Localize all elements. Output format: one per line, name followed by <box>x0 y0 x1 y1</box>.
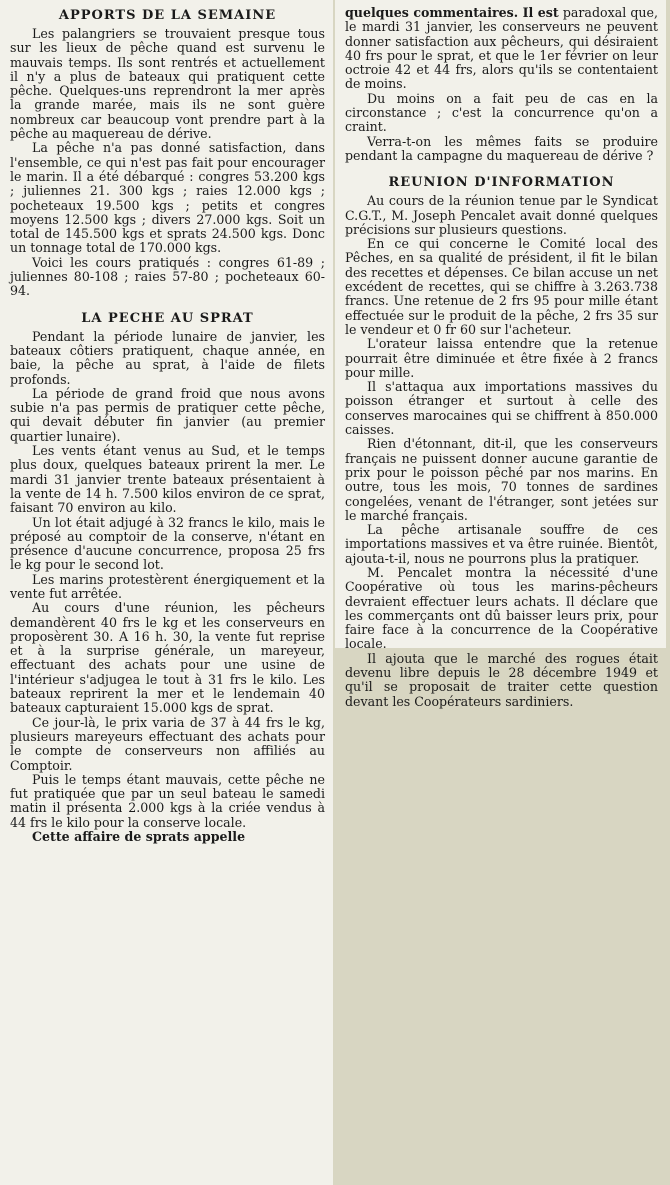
paragraph: Verra-t-on les mêmes faits se produire pendant la campagne du maquereau de dérive ? <box>345 133 658 163</box>
paragraph: Il s'attaqua aux importations massives du poisson étranger et surtout à celle des conserves marocaines qui se chiffrent à 850.000 caisses. <box>345 379 658 438</box>
right-column <box>335 0 666 709</box>
paragraph: La pêche n'a pas donné satisfaction, dans l'ensemble, ce qui n'est pas fait pour encourager le marin. Il a été débarqué : congres 53.200 kgs ; juliennes 21. 300 kgs ; raies 12.000 kgs ; pocheteaux 19.500 kgs ; petits et congres moyens 12.500 kgs ; divers 27.000 kgs. Soit un total de 145.500 kgs et sprats 24.500 kgs. Donc un tonnage total de 170.000 kgs. <box>10 140 325 256</box>
paragraph: La période de grand froid que nous avons subie n'a pas permis de pratiquer cette pêche, qui devait débuter fin janvier (au premier quartier lunaire). <box>10 385 325 444</box>
paragraph: Rien d'étonnant, dit-il, que les conserveurs français ne puissent donner aucune garantie de prix pour le poisson pêché par nos marins. En outre, tous les mois, 70 tonnes de sardines congelées, venant de l'étranger, sont jetées sur le marché français. <box>345 436 658 523</box>
bold-text: Cette affaire de sprats appelle <box>32 829 246 845</box>
paragraph: Pendant la période lunaire de janvier, les bateaux côtiers pratiquent, chaque année, en baie, la pêche au sprat, à l'aide de filets profonds. <box>10 328 325 387</box>
continuation-text: paradoxal que, le mardi 31 janvier, les conserveurs ne peuvent donner satisfaction aux pêcheurs, qui désiraient 40 frs pour le sprat, et que le 1er février on leur octroie 42 et 44 frs, alors qu'ils se contentaient de moins. <box>345 5 658 92</box>
paragraph-continuation <box>345 6 658 92</box>
paragraph: Les vents étant venus au Sud, et le temps plus doux, quelques bateaux prirent la mer. Le mardi 31 janvier trente bateaux présentaient à la vente de 14 h. 7.500 kilos environ de ce sprat, faisant 70 environ au kilo. <box>10 443 325 516</box>
heading-reunion: REUNION D'INFORMATION <box>388 175 615 191</box>
paragraph: Ce jour-là, le prix varia de 37 à 44 frs le kg, plusieurs mareyeurs effectuant des achats pour le compte de conserveurs non affiliés au Comptoir. <box>10 714 325 773</box>
paragraph: L'orateur laissa entendre que la retenue pourrait être diminuée et être fixée à 2 francs pour mille. <box>345 336 658 380</box>
heading-peche-sprat: LA PECHE AU SPRAT <box>81 310 254 326</box>
paragraph: En ce qui concerne le Comité local des Pêches, en sa qualité de président, il fit le bilan des recettes et dépenses. Ce bilan accuse un net excédent de recettes, qui se chiffre à 3.263.738 francs. Une retenue de 2 frs 95 pour mille étant effectuée sur le produit de la pêche, 2 frs 35 sur le vendeur et 0 fr 60 sur l'acheteur. <box>345 236 658 337</box>
heading-apports: APPORTS DE LA SEMAINE <box>58 8 277 23</box>
paragraph: M. Pencalet montra la nécessité d'une Coopérative où tous les marins-pêcheurs devraient effectuer leurs achats. Il déclare que les commerçants ont dû baisser leurs prix, pour faire face à la concurrence de la Coopérative locale. <box>345 564 658 652</box>
paragraph: Un lot était adjugé à 32 francs le kilo, mais le préposé au comptoir de la conserve, n'étant en présence d'aucune concurrence, proposa 25 frs le kg pour le second lot. <box>10 514 325 573</box>
left-column <box>0 0 333 1185</box>
bold-text: quelques commentaires. Il est <box>345 5 559 20</box>
paragraph: Puis le temps étant mauvais, cette pêche ne fut pratiquée que par un seul bateau le samedi matin il présenta 2.000 kgs à la criée vendus à 44 frs le kilo pour la conserve locale. <box>10 771 325 830</box>
paragraph: Il ajouta que le marché des rogues était devenu libre depuis le 28 décembre 1949 et qu'il se proposait de traiter cette question devant les Coopérateurs sardiniers. <box>345 650 658 709</box>
paragraph: Du moins on a fait peu de cas en la circonstance ; c'est la concurrence qu'on a craint. <box>345 90 658 135</box>
paragraph: La pêche artisanale souffre de ces importations massives et va être ruinée. Bientôt, ajouta-t-il, nous ne pourrons plus la pratiquer. <box>345 522 658 566</box>
paragraph-bold-end <box>10 830 325 844</box>
paragraph: Les marins protestèrent énergiquement et la vente fut arrêtée. <box>10 571 325 601</box>
paragraph: Au cours de la réunion tenue par le Syndicat C.G.T., M. Joseph Pencalet avait donné quelques précisions sur plusieurs questions. <box>345 193 658 237</box>
paragraph: Voici les cours pratiqués : congres 61-89 ; juliennes 80-108 ; raies 57-80 ; pocheteaux 60-94. <box>10 254 325 299</box>
paragraph: Au cours d'une réunion, les pêcheurs demandèrent 40 frs le kg et les conserveurs en proposèrent 30. A 16 h. 30, la vente fut reprise et à la surprise générale, un mareyeur, effectuant des achats pour une usine de l'intérieur s'adjugea le tout à 31 frs le kilo. Les bateaux reprirent la mer et le lendemain 40 bateaux capturaient 15.000 kgs de sprat. <box>10 600 325 716</box>
paragraph: Les palangriers se trouvaient presque tous sur les lieux de pêche quand est survenu le mauvais temps. Ils sont rentrés et actuellement il n'y a plus de bateaux qui pratiquent cette pêche. Quelques-uns reprendront la mer après la grande marée, mais ils ne sont guère nombreux car beaucoup vont prendre part à la pêche au maquereau de dérive. <box>10 26 325 142</box>
